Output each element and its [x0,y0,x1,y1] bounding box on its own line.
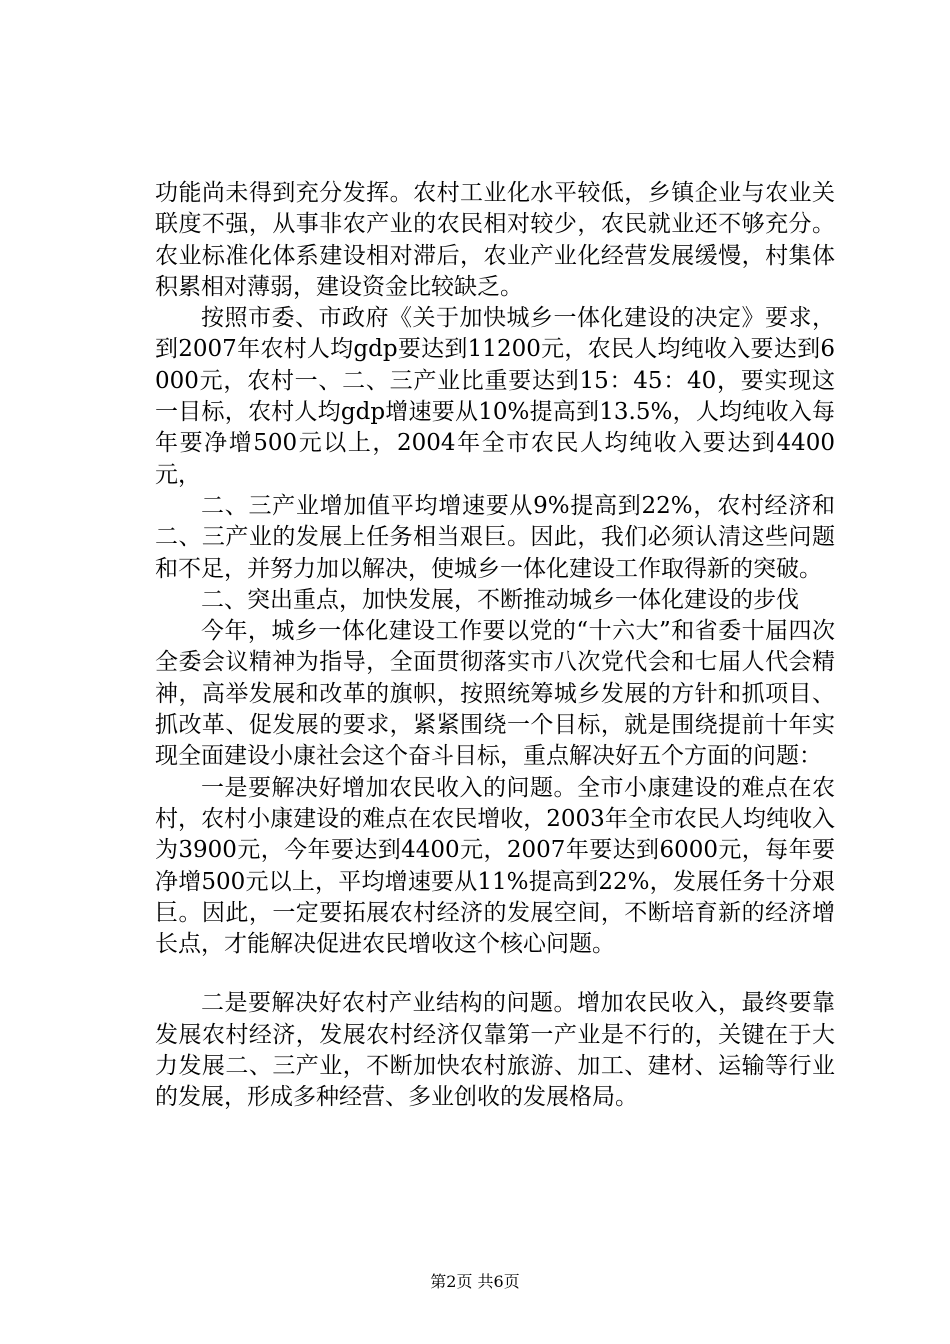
paragraph-continuation: 功能尚未得到充分发挥。农村工业化水平较低，乡镇企业与农业关联度不强，从事非农产业的农民相对较少，农民就业还不够充分。农业标准化体系建设相对滞后，农业产业化经营发展缓慢，村集体积累相对薄弱，建设资金比较缺乏。 [155,180,835,300]
paragraph-guidance: 今年，城乡一体化建设工作要以党的“十六大”和省委十届四次全委会议精神为指导，全面贯彻落实市八次党代会和七届人代会精神，高举发展和改革的旗帜，按照统筹城乡发展的方针和抓项目、抓改革、促发展的要求，紧紧围绕一个目标，就是围绕提前十年实现全面建设小康社会这个奋斗目标，重点解决好五个方面的问题： [155,618,835,770]
document-body [155,178,835,1114]
paragraph-income: 一是要解决好增加农民收入的问题。全市小康建设的难点在农村，农村小康建设的难点在农民增收，2003年全市农民人均纯收入为3900元，今年要达到4400元，2007年要达到6000元，每年要净增500元以上，平均增速要从11%提高到22%，发展任务十分艰巨。因此，一定要拓展农村经济的发展空间，不断培育新的经济增长点，才能解决促进农民增收这个核心问题。 [155,774,835,958]
paragraph-growth: 二、三产业增加值平均增速要从9%提高到22%，农村经济和二、三产业的发展上任务相当艰巨。因此，我们必须认清这些问题和不足，并努力加以解决，使城乡一体化建设工作取得新的突破。 [155,492,835,582]
paragraph-industry: 二是要解决好农村产业结构的问题。增加农民收入，最终要靠发展农村经济，发展农村经济仅靠第一产业是不行的，关键在于大力发展二、三产业，不断加快农村旅游、加工、建材、运输等行业的发展，形成多种经营、多业创收的发展格局。 [155,990,835,1111]
paragraph-targets: 按照市委、市政府《关于加快城乡一体化建设的决定》要求，到2007年农村人均gdp要达到11200元，农民人均纯收入要达到6000元，农村一、二、三产业比重要达到15：45：40，要实现这一目标，农村人均gdp增速要从10%提高到13.5%，人均纯收入每年要净增500元以上，2004年全市农民人均纯收入要达到4400元， [155,305,835,488]
page-footer: 第2页 共6页 [430,1272,520,1291]
section-heading: 二、突出重点，加快发展，不断推动城乡一体化建设的步伐 [201,586,799,613]
